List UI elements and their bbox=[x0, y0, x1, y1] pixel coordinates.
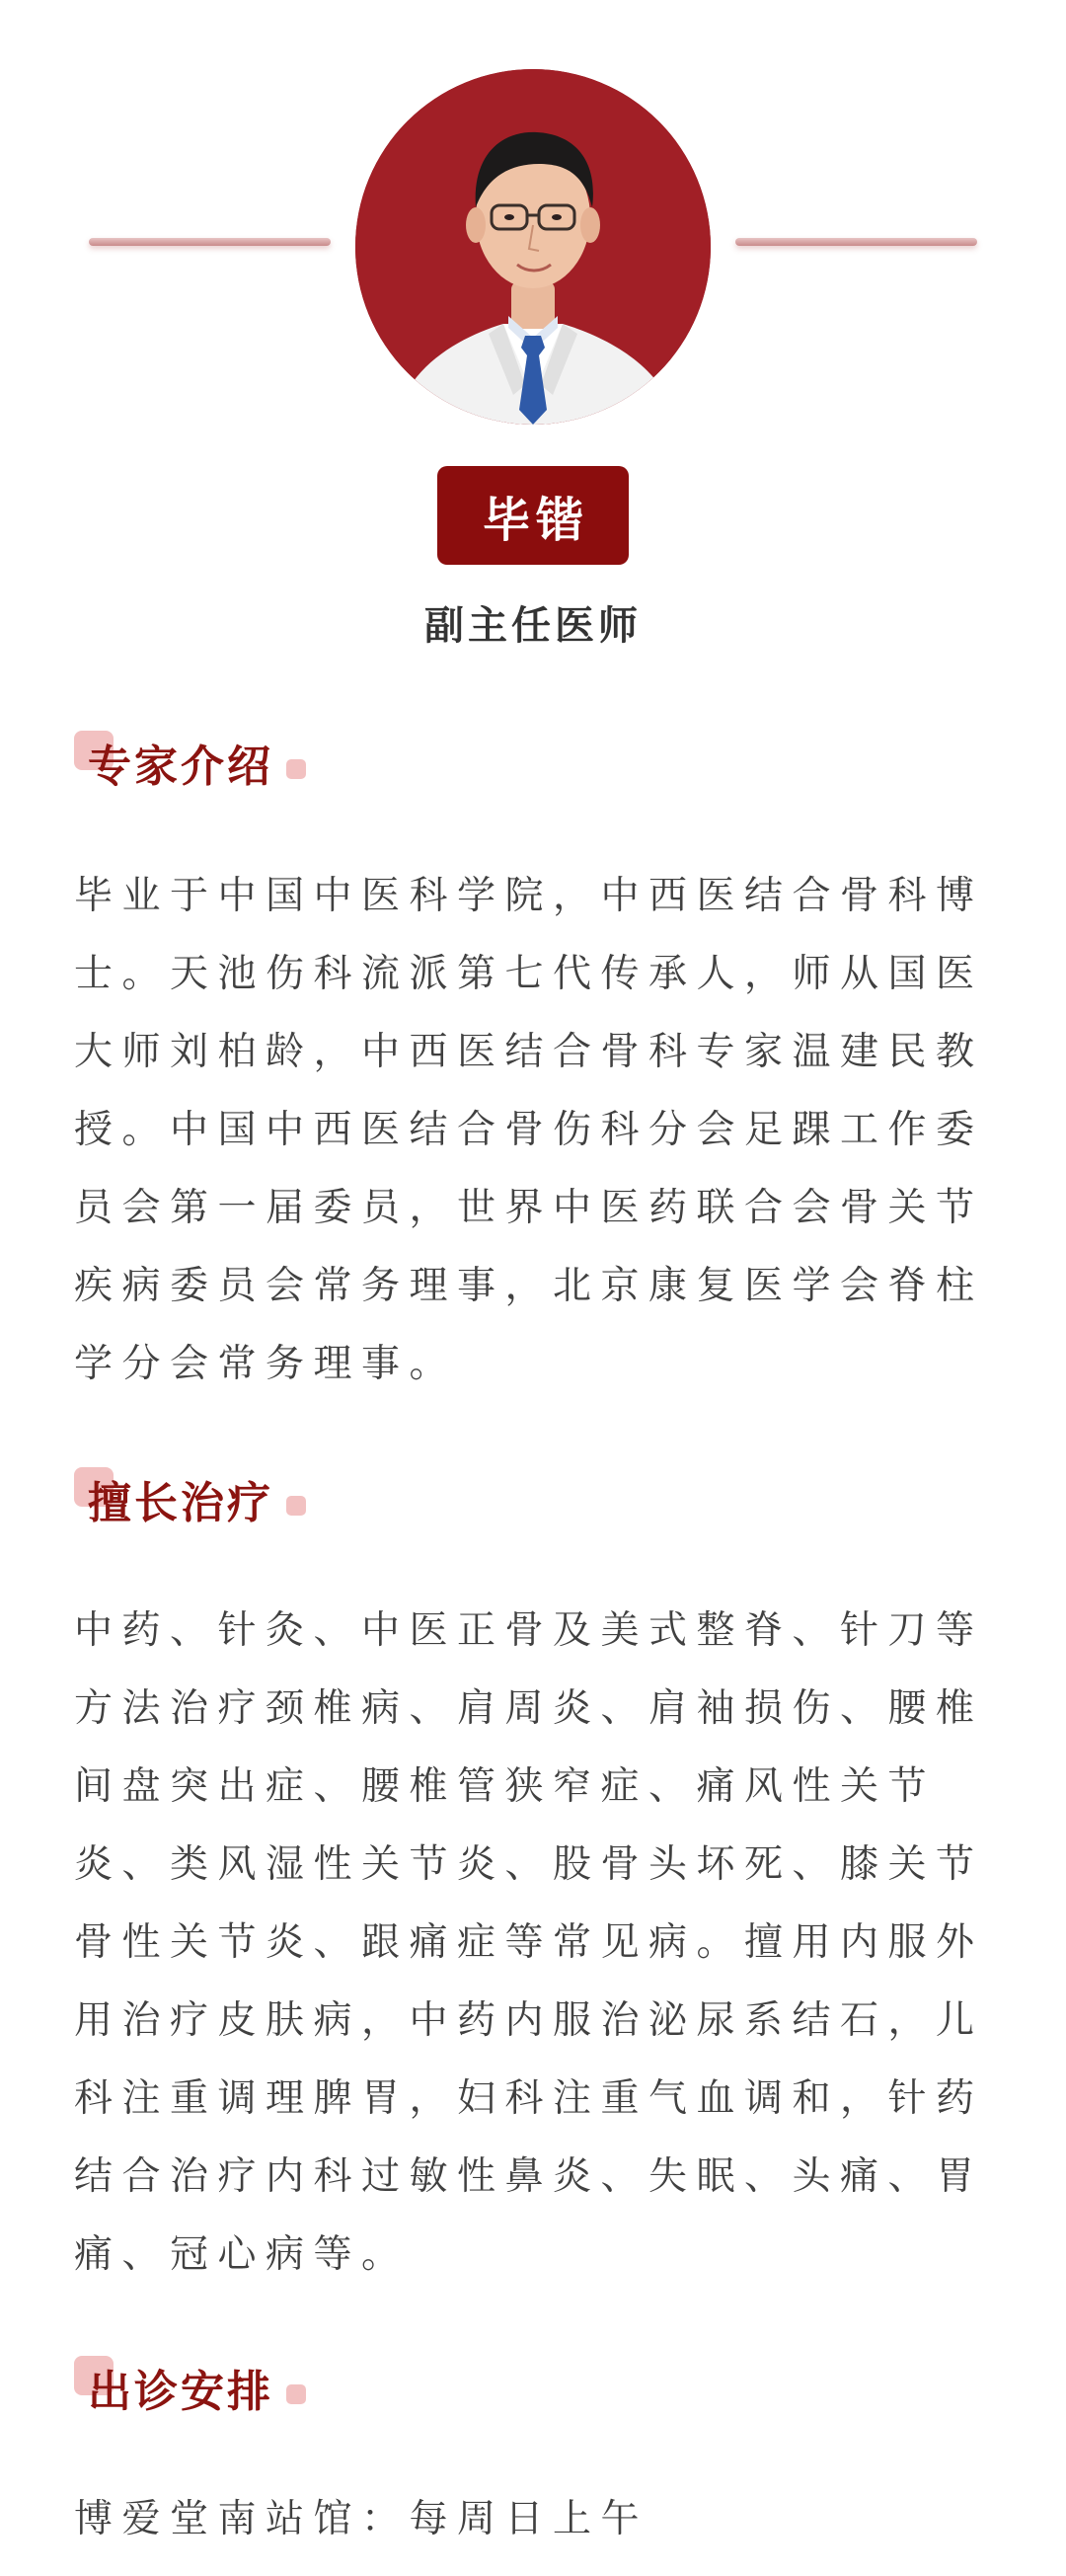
intro-line: 士。天池伤科流派第七代传承人，师从国医 bbox=[74, 952, 984, 996]
heading-marker-dot bbox=[286, 2384, 306, 2404]
specialty-paragraph bbox=[74, 1592, 992, 2294]
right-divider-line bbox=[735, 238, 977, 246]
heading-marker-dot bbox=[286, 1496, 306, 1516]
specialty-line: 科注重调理脾胃，妇科注重气血调和，针药 bbox=[74, 2076, 984, 2121]
schedule-line: 博爱堂南站馆：每周日上午 bbox=[74, 2497, 649, 2541]
specialty-line: 结合治疗内科过敏性鼻炎、失眠、头痛、胃 bbox=[74, 2154, 984, 2199]
intro-line: 学分会常务理事。 bbox=[74, 1342, 458, 1386]
intro-line: 疾病委员会常务理事，北京康复医学会脊柱 bbox=[74, 1264, 984, 1308]
intro-line: 毕业于中国中医科学院，中西医结合骨科博 bbox=[74, 874, 984, 918]
intro-line: 大师刘柏龄，中西医结合骨科专家温建民教 bbox=[74, 1030, 984, 1074]
specialty-line: 中药、针灸、中医正骨及美式整脊、针刀等 bbox=[74, 1608, 984, 1653]
specialty-line: 炎、类风湿性关节炎、股骨头坏死、膝关节 bbox=[74, 1842, 984, 1887]
section-title-schedule: 出诊安排 bbox=[88, 2367, 273, 2417]
doctor-portrait bbox=[355, 69, 711, 425]
intro-line: 员会第一届委员，世界中医药联合会骨关节 bbox=[74, 1186, 984, 1230]
doctor-header bbox=[0, 0, 1066, 671]
specialty-line: 用治疗皮肤病，中药内服治泌尿系结石，儿 bbox=[74, 1998, 984, 2043]
specialty-line: 方法治疗颈椎病、肩周炎、肩袖损伤、腰椎 bbox=[74, 1686, 984, 1731]
heading-marker-dot bbox=[286, 759, 306, 779]
specialty-line: 痛、冠心病等。 bbox=[74, 2232, 410, 2277]
section-title-specialty: 擅长治疗 bbox=[88, 1478, 273, 1528]
section-heading-intro bbox=[74, 731, 469, 790]
intro-line: 授。中国中西医结合骨伤科分会足踝工作委 bbox=[74, 1108, 984, 1152]
schedule-paragraph bbox=[74, 2480, 992, 2558]
specialty-line: 骨性关节炎、跟痛症等常见病。擅用内服外 bbox=[74, 1920, 984, 1965]
intro-paragraph bbox=[74, 857, 992, 1403]
specialty-line: 间盘突出症、腰椎管狭窄症、痛风性关节 bbox=[74, 1764, 937, 1809]
doctor-job-title: 副主任医师 bbox=[424, 603, 642, 649]
doctor-portrait-image bbox=[355, 69, 711, 425]
section-heading-specialty bbox=[74, 1467, 469, 1526]
section-title-intro: 专家介绍 bbox=[88, 742, 273, 792]
left-divider-line bbox=[89, 238, 331, 246]
section-heading-schedule bbox=[74, 2356, 469, 2415]
doctor-name-badge: 毕锴 bbox=[437, 466, 629, 565]
